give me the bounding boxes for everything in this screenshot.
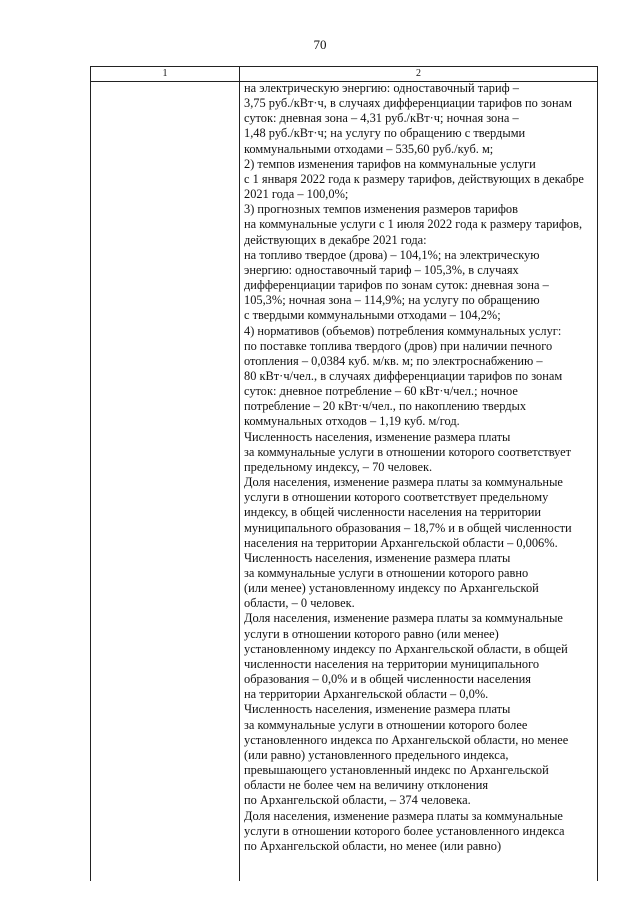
text-line: Доля населения, изменение размера платы за коммунальные (244, 475, 563, 490)
document-table (90, 66, 598, 881)
text-line: Доля населения, изменение размера платы за коммунальные (244, 808, 563, 823)
text-line: 2) темпов изменения тарифов на коммунальные услуги (244, 156, 536, 171)
text-line: действующих в декабре 2021 года: (244, 232, 427, 247)
text-line: коммунальными отходами – 535,60 руб./куб. м; (244, 141, 494, 156)
column-2-text (244, 81, 596, 854)
text-line: 1,48 руб./кВт·ч; на услугу по обращению с твердыми (244, 126, 526, 141)
text-line: индексу, в общей численности населения на территории (244, 505, 542, 520)
column-divider (239, 81, 240, 881)
text-line: потребление – 20 кВт·ч/чел., по накоплению твердых (244, 399, 527, 414)
text-line: Численность населения, изменение размера платы (244, 550, 511, 565)
text-line: услуги в отношении которого соответствует предельному (244, 490, 549, 505)
text-line: области не более чем на величину отклонения (244, 778, 489, 793)
text-line: области, – 0 человек. (244, 596, 355, 611)
text-line: услуги в отношении которого более установленного индекса (244, 823, 565, 838)
text-line: на территории Архангельской области – 0,0%. (244, 687, 489, 702)
text-line: установленного индекса по Архангельской области, но менее (244, 732, 569, 747)
text-line: Численность населения, изменение размера платы (244, 702, 511, 717)
text-line: коммунальных отходов – 1,19 куб. м/год. (244, 414, 460, 429)
text-line: предельному индексу, – 70 человек. (244, 459, 433, 474)
text-line: 3) прогнозных темпов изменения размеров тарифов (244, 202, 518, 217)
text-line: 105,3%; ночная зона – 114,9%; на услугу по обращению (244, 293, 540, 308)
text-line: (или менее) установленному индексу по Архангельской (244, 581, 539, 596)
column-2-header: 2 (416, 68, 421, 79)
text-line: за коммунальные услуги в отношении которого соответствует (244, 444, 572, 459)
text-line: по поставке топлива твердого (дров) при наличии печного (244, 338, 553, 353)
text-line: Численность населения, изменение размера платы (244, 429, 511, 444)
text-line: населения на территории Архангельской области – 0,006%. (244, 535, 558, 550)
text-line: 2021 года – 100,0%; (244, 187, 349, 202)
text-line: с твердыми коммунальными отходами – 104,2%; (244, 308, 501, 323)
text-line: численности населения на территории муниципального (244, 656, 540, 671)
text-line: на коммунальные услуги с 1 июля 2022 года к размеру тарифов, (244, 217, 583, 232)
text-line: услуги в отношении которого равно (или менее) (244, 626, 499, 641)
text-line: за коммунальные услуги в отношении которого более (244, 717, 528, 732)
text-line: 3,75 руб./кВт·ч, в случаях дифференциации тарифов по зонам (244, 96, 572, 111)
table-header-row (91, 66, 597, 82)
text-line: дифференциации тарифов по зонам суток: дневная зона – (244, 278, 549, 293)
text-line: Доля населения, изменение размера платы за коммунальные (244, 611, 563, 626)
text-line: на топливо твердое (дрова) – 104,1%; на электрическую (244, 247, 540, 262)
text-line: отопления – 0,0384 куб. м/кв. м; по электроснабжению – (244, 353, 543, 368)
text-line: муниципального образования – 18,7% и в общей численности (244, 520, 572, 535)
text-line: на электрическую энергию: одноставочный тариф – (244, 81, 519, 95)
text-line: энергию: одноставочный тариф – 105,3%, в случаях (244, 262, 519, 277)
text-line: суток: дневная зона – 4,31 руб./кВт·ч; ночная зона – (244, 111, 519, 126)
text-line: 4) нормативов (объемов) потребления коммунальных услуг: (244, 323, 562, 338)
text-line: по Архангельской области, – 374 человека. (244, 793, 471, 808)
text-line: суток: дневное потребление – 60 кВт·ч/чел.; ночное (244, 384, 518, 399)
text-line: превышающего установленный индекс по Архангельской (244, 763, 549, 778)
text-line: образования – 0,0% и в общей численности населения (244, 672, 531, 687)
text-line: по Архангельской области, но менее (или равно) (244, 838, 502, 853)
text-line: с 1 января 2022 года к размеру тарифов, действующих в декабре (244, 171, 584, 186)
text-line: установленному индексу по Архангельской области, в общей (244, 641, 568, 656)
column-1-header: 1 (91, 67, 240, 81)
page-number: 70 (313, 37, 327, 52)
text-line: (или равно) установленного предельного индекса, (244, 747, 509, 762)
text-line: 80 кВт·ч/чел., в случаях дифференциации тарифов по зонам (244, 368, 563, 383)
text-line: за коммунальные услуги в отношении которого равно (244, 566, 529, 580)
